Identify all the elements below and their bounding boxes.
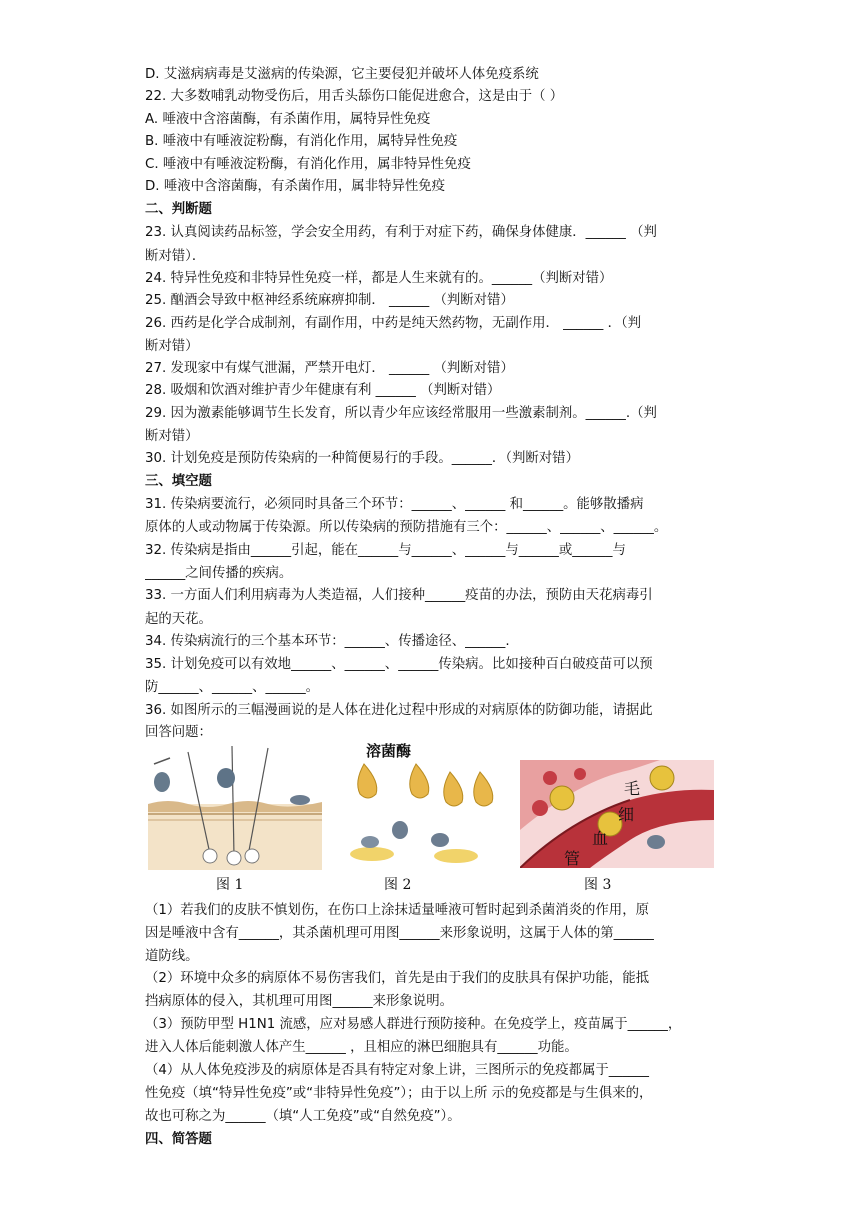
text-line: 起的天花。 bbox=[145, 612, 212, 627]
text-line: 回答问题： bbox=[145, 725, 212, 740]
figure-1-caption: 图 1 bbox=[216, 877, 244, 893]
text-line: 进入人体后能刺激人体产生______ ，且相应的淋巴细胞具有______功能。 bbox=[145, 1040, 578, 1055]
lysozyme-illustration bbox=[330, 742, 506, 870]
text-line: A. 唾液中含溶菌酶，有杀菌作用，属特异性免疫 bbox=[145, 112, 431, 127]
text-line: 25. 酗酒会导致中枢神经系统麻痹抑制． ______ （判断对错） bbox=[145, 293, 514, 308]
text-line: 22. 大多数哺乳动物受伤后，用舌头舔伤口能促进愈合，这是由于（ ） bbox=[145, 89, 564, 104]
text-line: 26. 西药是化学合成制剂，有副作用，中药是纯天然药物，无副作用． ______ ．（判 bbox=[145, 316, 642, 331]
text-line: 性免疫（填“特异性免疫”或“非特异性免疫”）；由于以上所 示的免疫都是与生俱来的， bbox=[145, 1086, 653, 1101]
figure-3-caption: 图 3 bbox=[584, 877, 612, 893]
text-line: 30. 计划免疫是预防传染病的一种简便易行的手段。______．（判断对错） bbox=[145, 451, 579, 466]
capillary-char-2: 细 bbox=[618, 805, 635, 824]
capillary-char-1: 毛 bbox=[624, 779, 641, 798]
text-line: 挡病原体的侵入，其机理可用图______来形象说明。 bbox=[145, 994, 453, 1009]
text-line: 35. 计划免疫可以有效地______、______、______传染病。比如接种百白破疫苗可以预 bbox=[145, 657, 653, 672]
section-heading: 三、填空题 bbox=[145, 474, 212, 489]
text-line: ______之间传播的疾病。 bbox=[145, 566, 293, 581]
text-line: D. 唾液中含溶菌酶，有杀菌作用，属非特异性免疫 bbox=[145, 179, 446, 194]
text-line: （3）预防甲型 H1N1 流感，应对易感人群进行预防接种。在免疫学上，疫苗属于______， bbox=[145, 1017, 682, 1032]
text-line: 27. 发现家中有煤气泄漏，严禁开电灯． ______ （判断对错） bbox=[145, 361, 514, 376]
lysozyme-label: 溶菌酶 bbox=[366, 742, 412, 760]
text-line: 24. 特异性免疫和非特异性免疫一样，都是人生来就有的。______（判断对错） bbox=[145, 271, 613, 286]
text-line: C. 唾液中有唾液淀粉酶，有消化作用，属非特异性免疫 bbox=[145, 157, 471, 172]
text-line: （4）从人体免疫涉及的病原体是否具有特定对象上讲，三图所示的免疫都属于______ bbox=[145, 1063, 649, 1078]
figure-1-skin bbox=[148, 744, 322, 870]
text-line: 原体的人或动物属于传染源。所以传染病的预防措施有三个：______、______、______。 bbox=[145, 520, 668, 535]
immune-defense-figures bbox=[148, 744, 714, 894]
text-line: B. 唾液中有唾液淀粉酶，有消化作用，属特异性免疫 bbox=[145, 134, 458, 149]
text-line: 防______、______、______。 bbox=[145, 680, 320, 695]
section-heading: 四、简答题 bbox=[145, 1132, 212, 1147]
text-line: 36. 如图所示的三幅漫画说的是人体在进化过程中形成的对病原体的防御功能，请据此 bbox=[145, 703, 653, 718]
text-line: 31. 传染病要流行，必须同时具备三个环节：______、______ 和______。能够散播病 bbox=[145, 497, 644, 512]
text-line: 29. 因为激素能够调节生长发育，所以青少年应该经常服用一些激素制剂。______.（判 bbox=[145, 406, 657, 421]
text-line: 33. 一方面人们利用病毒为人类造福，人们接种______疫苗的办法，预防由天花病毒引 bbox=[145, 588, 653, 603]
capillary-char-4: 管 bbox=[564, 849, 581, 868]
text-line: 32. 传染病是指由______引起，能在______与______、______与______或______与 bbox=[145, 543, 626, 558]
text-line: 因是唾液中含有______，其杀菌机理可用图______来形象说明，这属于人体的第______ bbox=[145, 926, 654, 941]
text-line: 28. 吸烟和饮酒对维护青少年健康有利 ______ （判断对错） bbox=[145, 383, 501, 398]
text-line: 故也可称之为______（填“人工免疫”或“自然免疫”）。 bbox=[145, 1109, 461, 1124]
capillary-char-3: 血 bbox=[592, 829, 609, 848]
text-line: （2）环境中众多的病原体不易伤害我们，首先是由于我们的皮肤具有保护功能，能抵 bbox=[145, 971, 649, 986]
figure-3-capillary bbox=[520, 760, 714, 868]
text-line: 34. 传染病流行的三个基本环节：______、传播途径、______. bbox=[145, 634, 510, 649]
text-line: 断对错）． bbox=[145, 249, 206, 264]
text-line: 断对错） bbox=[145, 429, 199, 444]
text-line: 道防线。 bbox=[145, 949, 199, 964]
figure-2-caption: 图 2 bbox=[384, 877, 412, 893]
section-heading: 二、判断题 bbox=[145, 202, 212, 217]
text-line: D. 艾滋病病毒是艾滋病的传染源，它主要侵犯并破坏人体免疫系统 bbox=[145, 67, 539, 82]
figure-2-lysozyme bbox=[330, 742, 506, 870]
capillary-illustration bbox=[520, 760, 714, 868]
skin-illustration bbox=[148, 744, 322, 870]
text-line: 23. 认真阅读药品标签，学会安全用药，有利于对症下药，确保身体健康．______ （判 bbox=[145, 225, 657, 240]
text-line: （1）若我们的皮肤不慎划伤，在伤口上涂抹适量唾液可暂时起到杀菌消炎的作用，原 bbox=[145, 903, 649, 918]
text-line: 断对错） bbox=[145, 339, 199, 354]
